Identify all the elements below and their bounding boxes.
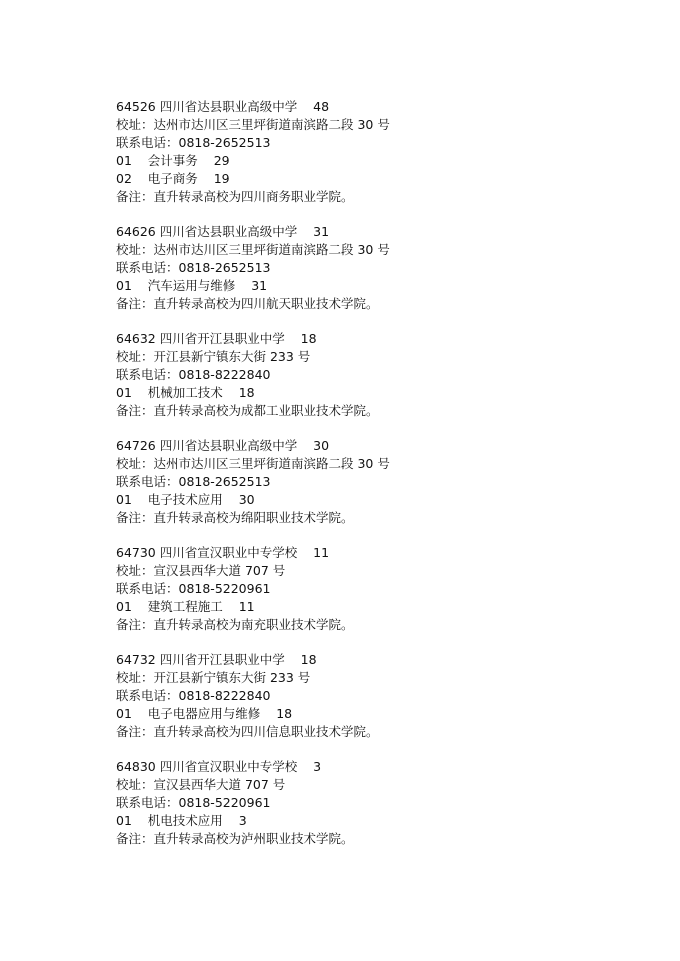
major-line: 01 会计事务 29 (116, 153, 230, 168)
school-phone: 联系电话：0818-2652513 (116, 474, 271, 489)
major-line: 01 汽车运用与维修 31 (116, 278, 268, 293)
school-entry (116, 330, 636, 420)
school-phone: 联系电话：0818-8222840 (116, 367, 271, 382)
major-line: 02 电子商务 19 (116, 171, 230, 186)
school-address: 校址：开江县新宁镇东大街 233 号 (116, 670, 311, 685)
school-entry (116, 651, 636, 741)
school-note: 备注：直升转录高校为绵阳职业技术学院。 (116, 510, 354, 525)
school-phone: 联系电话：0818-5220961 (116, 795, 271, 810)
major-line: 01 电子技术应用 30 (116, 492, 255, 507)
school-address: 校址：宣汉县西华大道 707 号 (116, 563, 286, 578)
major-line: 01 建筑工程施工 11 (116, 599, 255, 614)
school-note: 备注：直升转录高校为四川商务职业学院。 (116, 189, 354, 204)
school-note: 备注：直升转录高校为泸州职业技术学院。 (116, 831, 354, 846)
major-line: 01 电子电器应用与维修 18 (116, 706, 293, 721)
school-phone: 联系电话：0818-8222840 (116, 688, 271, 703)
school-phone: 联系电话：0818-2652513 (116, 260, 271, 275)
school-note: 备注：直升转录高校为南充职业技术学院。 (116, 617, 354, 632)
school-address: 校址：达州市达川区三里坪街道南滨路二段 30 号 (116, 117, 390, 132)
school-address: 校址：开江县新宁镇东大街 233 号 (116, 349, 311, 364)
school-entry (116, 98, 636, 206)
major-line: 01 机械加工技术 18 (116, 385, 255, 400)
school-entry (116, 544, 636, 634)
school-phone: 联系电话：0818-5220961 (116, 581, 271, 596)
school-header: 64626 四川省达县职业高级中学 31 (116, 224, 330, 239)
school-address: 校址：宣汉县西华大道 707 号 (116, 777, 286, 792)
school-header: 64526 四川省达县职业高级中学 48 (116, 99, 330, 114)
major-line: 01 机电技术应用 3 (116, 813, 247, 828)
school-header: 64632 四川省开江县职业中学 18 (116, 331, 317, 346)
school-note: 备注：直升转录高校为四川信息职业技术学院。 (116, 724, 379, 739)
school-header: 64732 四川省开江县职业中学 18 (116, 652, 317, 667)
school-entry (116, 437, 636, 527)
school-header: 64726 四川省达县职业高级中学 30 (116, 438, 330, 453)
school-entry (116, 758, 636, 848)
school-header: 64730 四川省宣汉职业中专学校 11 (116, 545, 330, 560)
school-address: 校址：达州市达川区三里坪街道南滨路二段 30 号 (116, 456, 390, 471)
school-note: 备注：直升转录高校为成都工业职业技术学院。 (116, 403, 379, 418)
school-header: 64830 四川省宣汉职业中专学校 3 (116, 759, 322, 774)
school-note: 备注：直升转录高校为四川航天职业技术学院。 (116, 296, 379, 311)
school-entry (116, 223, 636, 313)
school-list (116, 98, 636, 865)
school-phone: 联系电话：0818-2652513 (116, 135, 271, 150)
school-address: 校址：达州市达川区三里坪街道南滨路二段 30 号 (116, 242, 390, 257)
